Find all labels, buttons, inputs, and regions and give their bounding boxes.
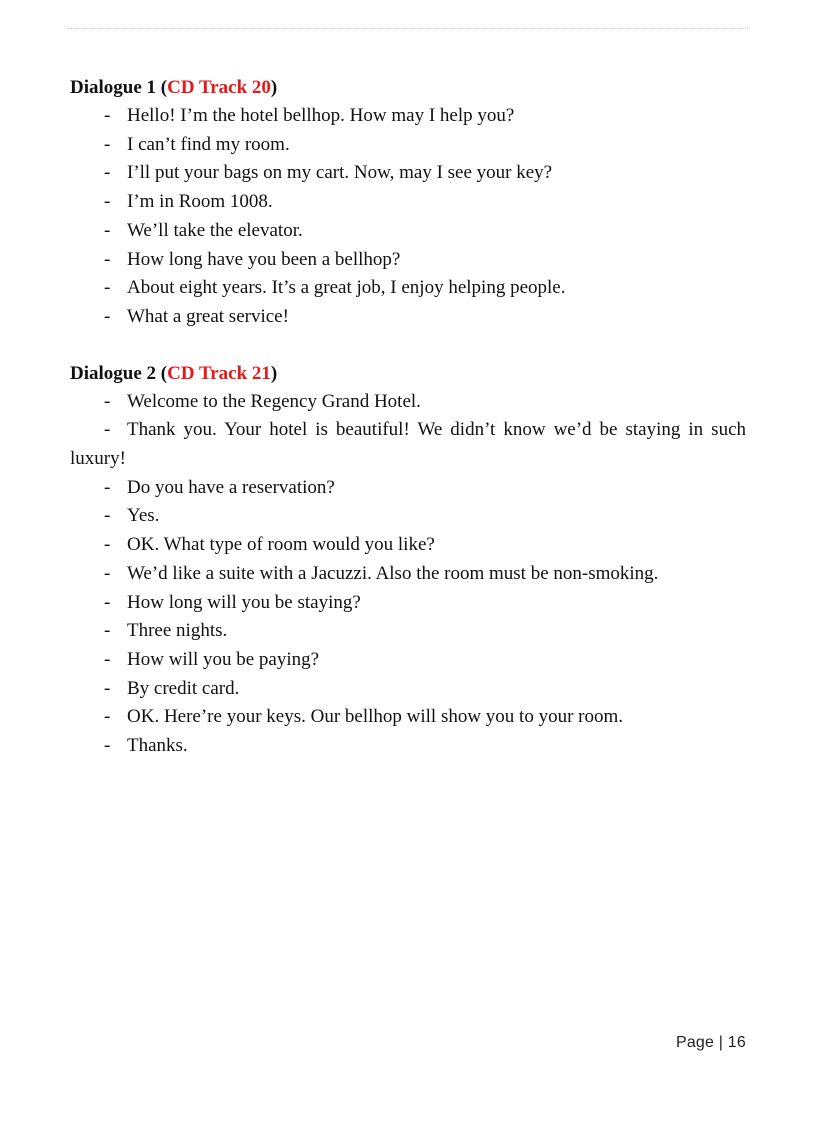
dialogue-1 [70,74,746,332]
line-text: OK. What type of room would you like? [127,534,435,556]
dash-marker: - [104,162,111,184]
dash-marker: - [104,620,111,642]
dash-marker: - [104,219,111,241]
dash-marker: - [104,677,111,699]
dash-marker: - [104,419,111,441]
dialogue-lines [70,388,746,761]
line-text: How long will you be staying? [127,591,361,613]
dialogue-line [70,589,746,618]
line-text: By credit card. [127,677,240,699]
dash-marker: - [104,305,111,327]
dash-marker: - [104,706,111,728]
line-text: Welcome to the Regency Grand Hotel. [127,390,421,412]
dash-marker: - [104,277,111,299]
dash-marker: - [104,248,111,270]
dialogue-line [70,102,746,131]
line-text: Thank you. Your hotel is beautiful! We didn’t know we’d be staying in such luxury! [70,419,746,470]
dialogue-heading: Dialogue 1 (CD Track 20) [70,77,278,98]
line-text: Three nights. [127,620,228,642]
section-gap [70,332,746,360]
dialogue-line [70,560,746,589]
dialogue-line [70,646,746,675]
line-text: What a great service! [127,305,289,327]
dialogue-2 [70,360,746,761]
track-label: CD Track 21 [167,362,271,384]
line-text: Hello! I’m the hotel bellhop. How may I help you? [127,105,515,126]
dash-marker: - [104,534,111,556]
dialogue-line [70,675,746,704]
dialogue-line [70,274,746,303]
dialogue-line [70,732,746,761]
dash-marker: - [104,591,111,613]
line-text: I’m in Room 1008. [127,191,273,213]
dialogue-line [70,416,746,473]
document-body [70,74,746,761]
line-text: We’ll take the elevator. [127,219,303,241]
line-text: I’ll put your bags on my cart. Now, may I see your key? [127,162,553,184]
dialogue-line [70,531,746,560]
page-label: Page [675,1034,715,1051]
dialogue-line [70,188,746,217]
dash-marker: - [104,505,111,527]
dialogue-heading: Dialogue 2 (CD Track 21) [70,362,278,384]
line-text: Yes. [127,505,160,527]
line-text: How will you be paying? [127,648,320,670]
line-text: We’d like a suite with a Jacuzzi. Also the room must be non-smoking. [127,562,659,584]
dialogue-lines [70,102,746,332]
dash-marker: - [104,476,111,498]
dialogue-line [70,217,746,246]
dash-marker: - [104,735,111,757]
dash-marker: - [104,390,111,412]
header-divider [68,28,748,29]
dash-marker: - [104,133,111,155]
dash-marker: - [104,562,111,584]
dash-marker: - [104,191,111,213]
dialogue-line [70,617,746,646]
dialogue-line [70,474,746,503]
line-text: About eight years. It’s a great job, I enjoy helping people. [127,277,566,299]
line-text: Thanks. [127,735,188,757]
page-number-footer [676,1034,746,1052]
page-separator: | [718,1034,724,1051]
line-text: I can’t find my room. [127,133,290,155]
dash-marker: - [104,105,111,126]
dialogue-line [70,703,746,732]
dialogue-line [70,131,746,160]
dialogue-title: Dialogue 1 [70,77,157,98]
dash-marker: - [104,648,111,670]
line-text: Do you have a reservation? [127,476,335,498]
page-number: 16 [727,1034,746,1051]
dialogue-line [70,246,746,275]
dialogue-line [70,388,746,417]
dialogue-title: Dialogue 2 [70,362,157,384]
dialogue-line [70,303,746,332]
line-text: OK. Here’re your keys. Our bellhop will show you to your room. [127,706,624,728]
dialogue-line [70,502,746,531]
line-text: How long have you been a bellhop? [127,248,401,270]
track-label: CD Track 20 [167,77,271,98]
dialogue-line [70,159,746,188]
